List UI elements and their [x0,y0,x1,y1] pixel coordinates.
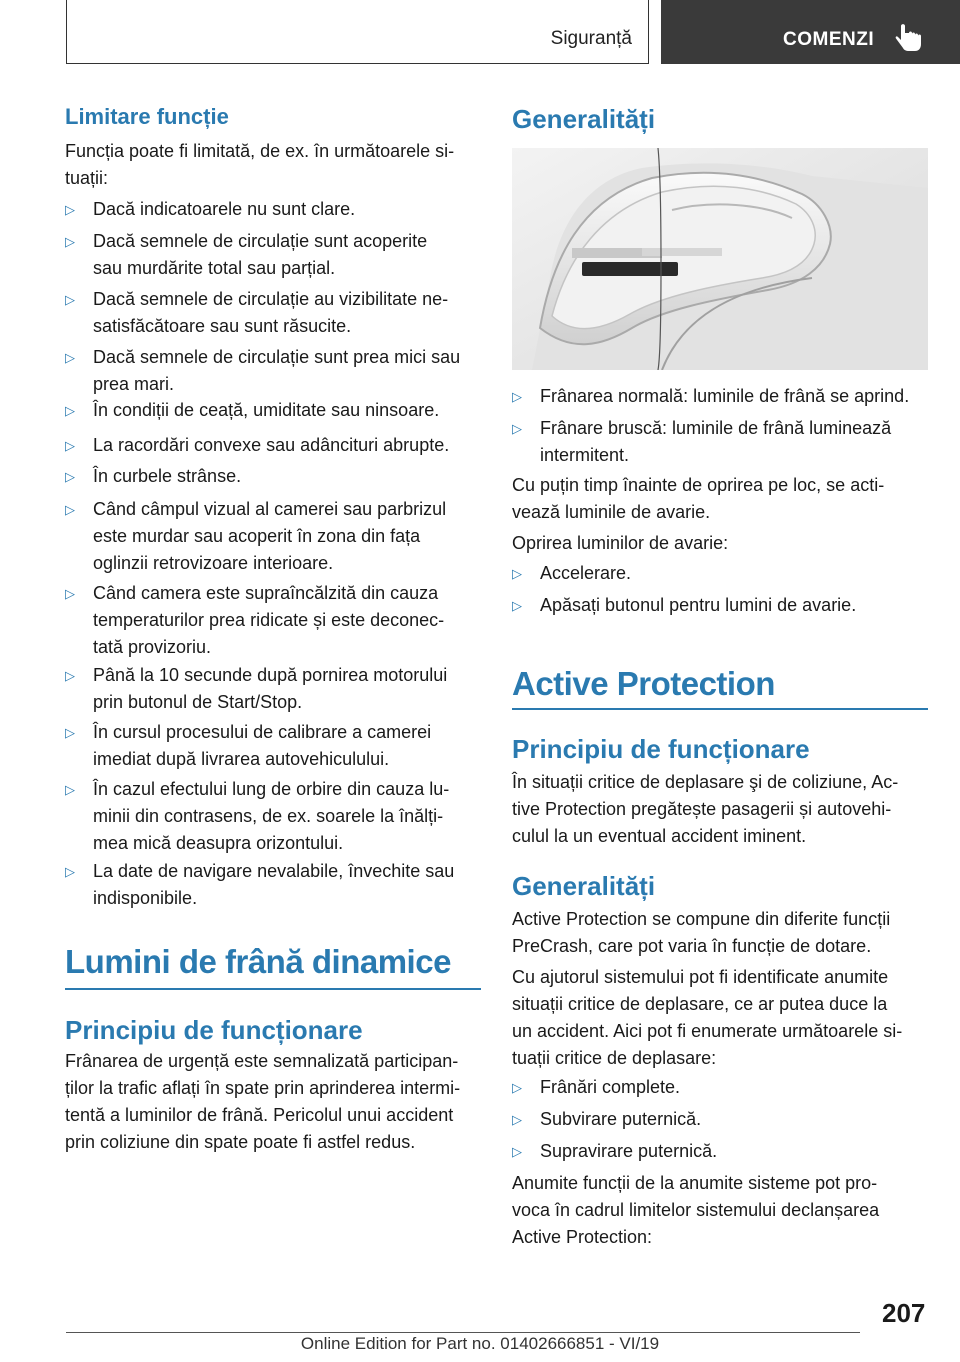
list-item-text: Frânarea normală: luminile de frână se aprind. [540,386,910,406]
list-item-text: Când camera este supraîncălzită din cauza temperaturilor prea ridicate și este deconec- tată provizoriu. [93,583,445,657]
hand-pointer-icon [895,22,925,56]
general2-text-1: Active Protection se compune din diferite funcții PreCrash, care pot varia în funcție de dotare. [512,909,891,956]
bullet-triangle-icon: ▷ [65,438,75,453]
heading-active-protection: Active Protection [512,665,775,702]
hazard-stop-text: Oprirea luminilor de avarie: [512,533,729,553]
heading-function-limit: Limitare funcție [65,104,229,129]
list-item-text: Supravirare puternică. [540,1141,718,1161]
bullet-triangle-icon: ▷ [65,292,75,307]
limit-intro: Funcția poate fi limitată, de ex. în următoarele si- tuații: [65,141,455,188]
list-item-text: Când câmpul vizual al camerei sau parbrizul este murdar sau acoperit în zona din fața oglinzii retrovizoare interioare. [93,499,447,573]
header-section-tab [66,0,649,64]
list-item-text: Dacă semnele de circulație sunt acoperite sau murdărite total sau parțial. [93,231,428,278]
list-item-text: În cursul procesului de calibrare a camerei imediat după livrarea autovehiculului. [93,722,432,769]
heading-rule [512,708,928,710]
bullet-triangle-icon: ▷ [65,782,75,797]
principle2-text: În situații critice de deplasare şi de coliziune, Ac- tive Protection pregătește pasagerii și autovehi- culul la un eventual accident iminent. [512,772,899,846]
bullet-triangle-icon: ▷ [65,202,75,217]
list-item-text: În curbele strânse. [93,466,242,486]
hazard-text: Cu puțin timp înainte de oprirea pe loc, se acti- vează luminile de avarie. [512,475,885,522]
bullet-triangle-icon: ▷ [65,469,75,484]
final-text: Anumite funcții de la anumite sisteme pot pro- voca în cadrul limitelor sistemului declanșarea Active Protection: [512,1173,880,1247]
bullet-triangle-icon: ▷ [65,586,75,601]
header-chapter-title: COMENZI [783,29,875,50]
bullet-triangle-icon: ▷ [65,350,75,365]
heading-principle: Principiu de funcționare [65,1015,363,1045]
bullet-triangle-icon: ▷ [512,421,522,436]
heading-rule [65,988,481,990]
list-item-text: La racordări convexe sau adâncituri abrupte. [93,435,450,455]
footer-rule [66,1332,860,1333]
bullet-triangle-icon: ▷ [512,1112,522,1127]
list-item-text: Subvirare puternică. [540,1109,702,1129]
bullet-triangle-icon: ▷ [512,598,522,613]
heading-principle-2: Principiu de funcționare [512,734,810,764]
list-item-text: Până la 10 secunde după pornirea motorului prin butonul de Start/Stop. [93,665,448,712]
bullet-triangle-icon: ▷ [65,668,75,683]
bullet-triangle-icon: ▷ [65,725,75,740]
principle-text: Frânarea de urgență este semnalizată participan- ților la trafic aflați în spate prin aprinderea intermi- tentă a luminilor de frână. Pericolul unui accident prin coliziune din spate poate fi astfel redus. [65,1051,461,1152]
list-item-text: Apăsați butonul pentru lumini de avarie. [540,595,857,615]
general2-text-2: Cu ajutorul sistemului pot fi identificate anumite situații critice de deplasare, ce ar putea duce la un accident. Aici pot fi enumerate următoarele si- tuații critice de deplasare: [512,967,903,1068]
bullet-triangle-icon: ▷ [65,502,75,517]
footer-edition: Online Edition for Part no. 01402666851 - VI/19 [300,1334,660,1353]
bullet-triangle-icon: ▷ [65,403,75,418]
bullet-triangle-icon: ▷ [512,566,522,581]
list-item-text: Dacă indicatoarele nu sunt clare. [93,199,356,219]
list-item-text: La date de navigare nevalabile, învechite sau indisponibile. [93,861,455,908]
list-item-text: Accelerare. [540,563,632,583]
list-item-text: Frânări complete. [540,1077,681,1097]
list-item-text: Dacă semnele de circulație au vizibilitate ne- satisfăcătoare sau sunt răsucite. [93,289,449,336]
tail-light-illustration [512,148,928,370]
list-item-text: Frânare bruscă: luminile de frână luminează intermitent. [540,418,892,465]
list-item-text: Dacă semnele de circulație sunt prea mici sau prea mari. [93,347,461,394]
list-item-text: În condiții de ceață, umiditate sau ninsoare. [93,400,440,420]
bullet-triangle-icon: ▷ [512,1080,522,1095]
page-number: 207 [882,1298,926,1328]
bullet-triangle-icon: ▷ [65,234,75,249]
heading-dynamic-brake-lights: Lumini de frână dinamice [65,943,451,980]
header-section-title: Siguranță [550,28,632,49]
list-item-text: În cazul efectului lung de orbire din cauza lu- minii din contrasens, de ex. soarele la înălți- mea mică deasupra orizontului. [93,779,450,853]
heading-general-2: Generalități [512,871,656,901]
header-chapter-tab [661,0,960,64]
heading-general: Generalități [512,104,656,134]
bullet-triangle-icon: ▷ [512,389,522,404]
bullet-triangle-icon: ▷ [65,864,75,879]
bullet-triangle-icon: ▷ [512,1144,522,1159]
